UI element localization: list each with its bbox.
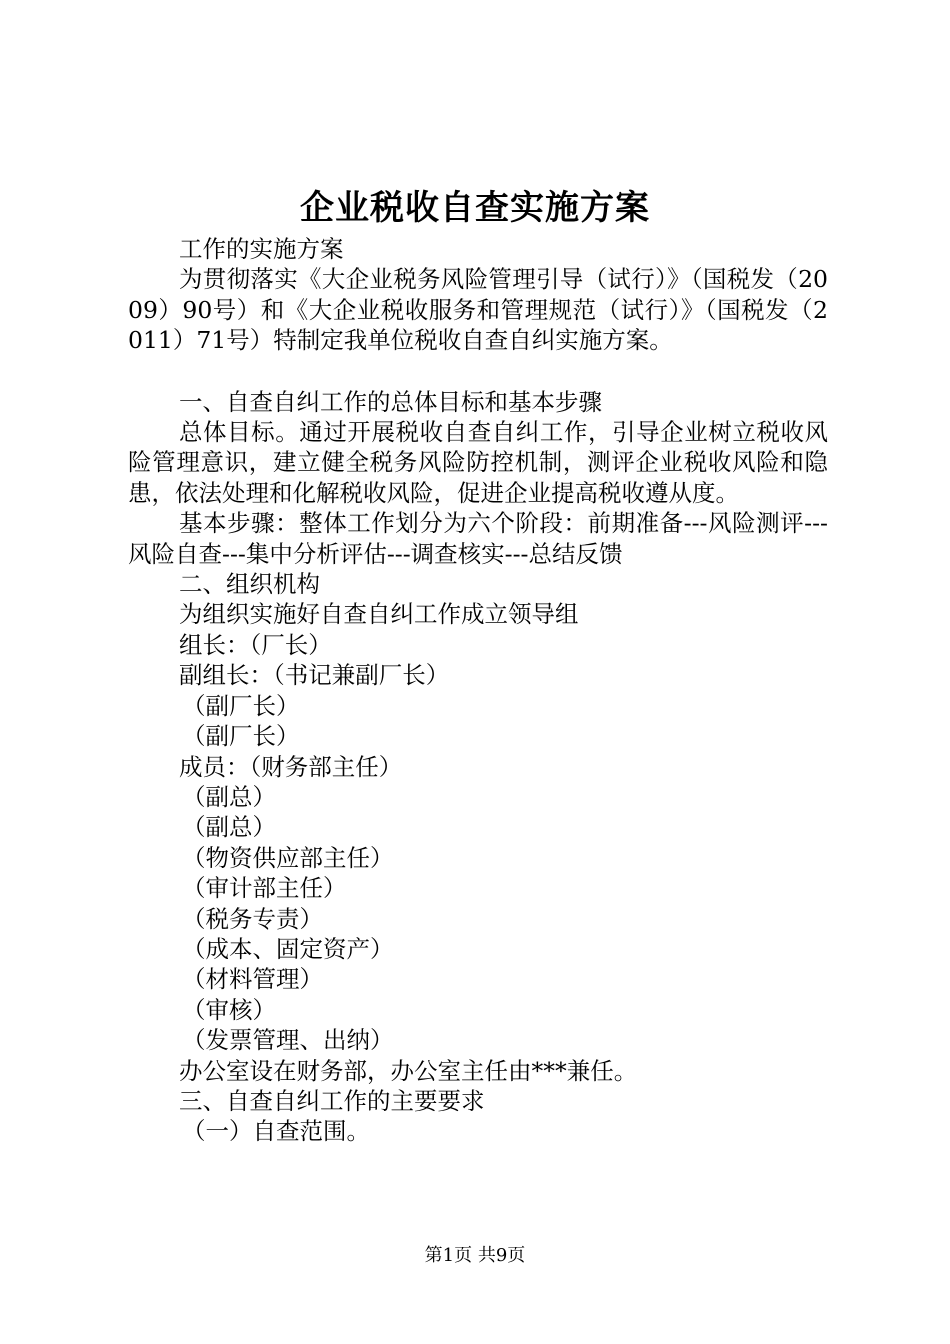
vice-leader-item: （副厂长） <box>182 722 300 751</box>
office-note: 办公室设在财务部，办公室主任由***兼任。 <box>179 1056 638 1085</box>
member-item: （审计部主任） <box>182 874 347 903</box>
member-item: （副总） <box>182 782 276 811</box>
document-title: 企业税收自查实施方案 <box>300 188 650 228</box>
section2-heading: 二、组织机构 <box>179 570 320 599</box>
intro-paragraph: 为贯彻落实《大企业税务风险管理引导（试行）》（国税发（2009）90号）和《大企业税收服务和管理规范（试行）》（国税发（2011）71号）特制定我单位税收自查自纠实施方案。 <box>128 265 828 355</box>
document-subtitle: 工作的实施方案 <box>179 235 344 263</box>
section2-intro: 为组织实施好自查自纠工作成立领导组 <box>179 600 579 629</box>
page-footer: 第1页 共9页 <box>424 1245 526 1266</box>
member-item: （材料管理） <box>182 965 323 994</box>
member-item: （税务专责） <box>182 904 323 933</box>
section1-steps-paragraph: 基本步骤：整体工作划分为六个阶段：前期准备---风险测评---风险自查---集中分析评估---调查核实---总结反馈 <box>128 509 828 568</box>
member-item: （成本、固定资产） <box>182 934 394 963</box>
document-body <box>128 234 828 1147</box>
members-line: 成员：（财务部主任） <box>179 752 403 781</box>
member-item: （物资供应部主任） <box>182 843 394 872</box>
member-item: （发票管理、出纳） <box>182 1026 394 1055</box>
section1-heading: 一、自查自纠工作的总体目标和基本步骤 <box>179 387 602 416</box>
section3-heading: 三、自查自纠工作的主要要求 <box>179 1086 485 1115</box>
vice-leader-item: （副厂长） <box>182 691 300 720</box>
vice-leader-line: 副组长：（书记兼副厂长） <box>179 661 450 690</box>
member-item: （副总） <box>182 813 276 842</box>
leader-line: 组长：（厂长） <box>179 630 332 659</box>
section1-goal-paragraph: 总体目标。通过开展税收自查自纠工作，引导企业树立税收风险管理意识，建立健全税务风险防控机制，测评企业税收风险和隐患，依法处理和化解税收风险，促进企业提高税收遵从度。 <box>128 418 828 507</box>
paragraph-gap <box>128 356 828 387</box>
section3-subheading: （一）自查范围。 <box>182 1117 370 1146</box>
member-item: （审核） <box>182 995 276 1024</box>
